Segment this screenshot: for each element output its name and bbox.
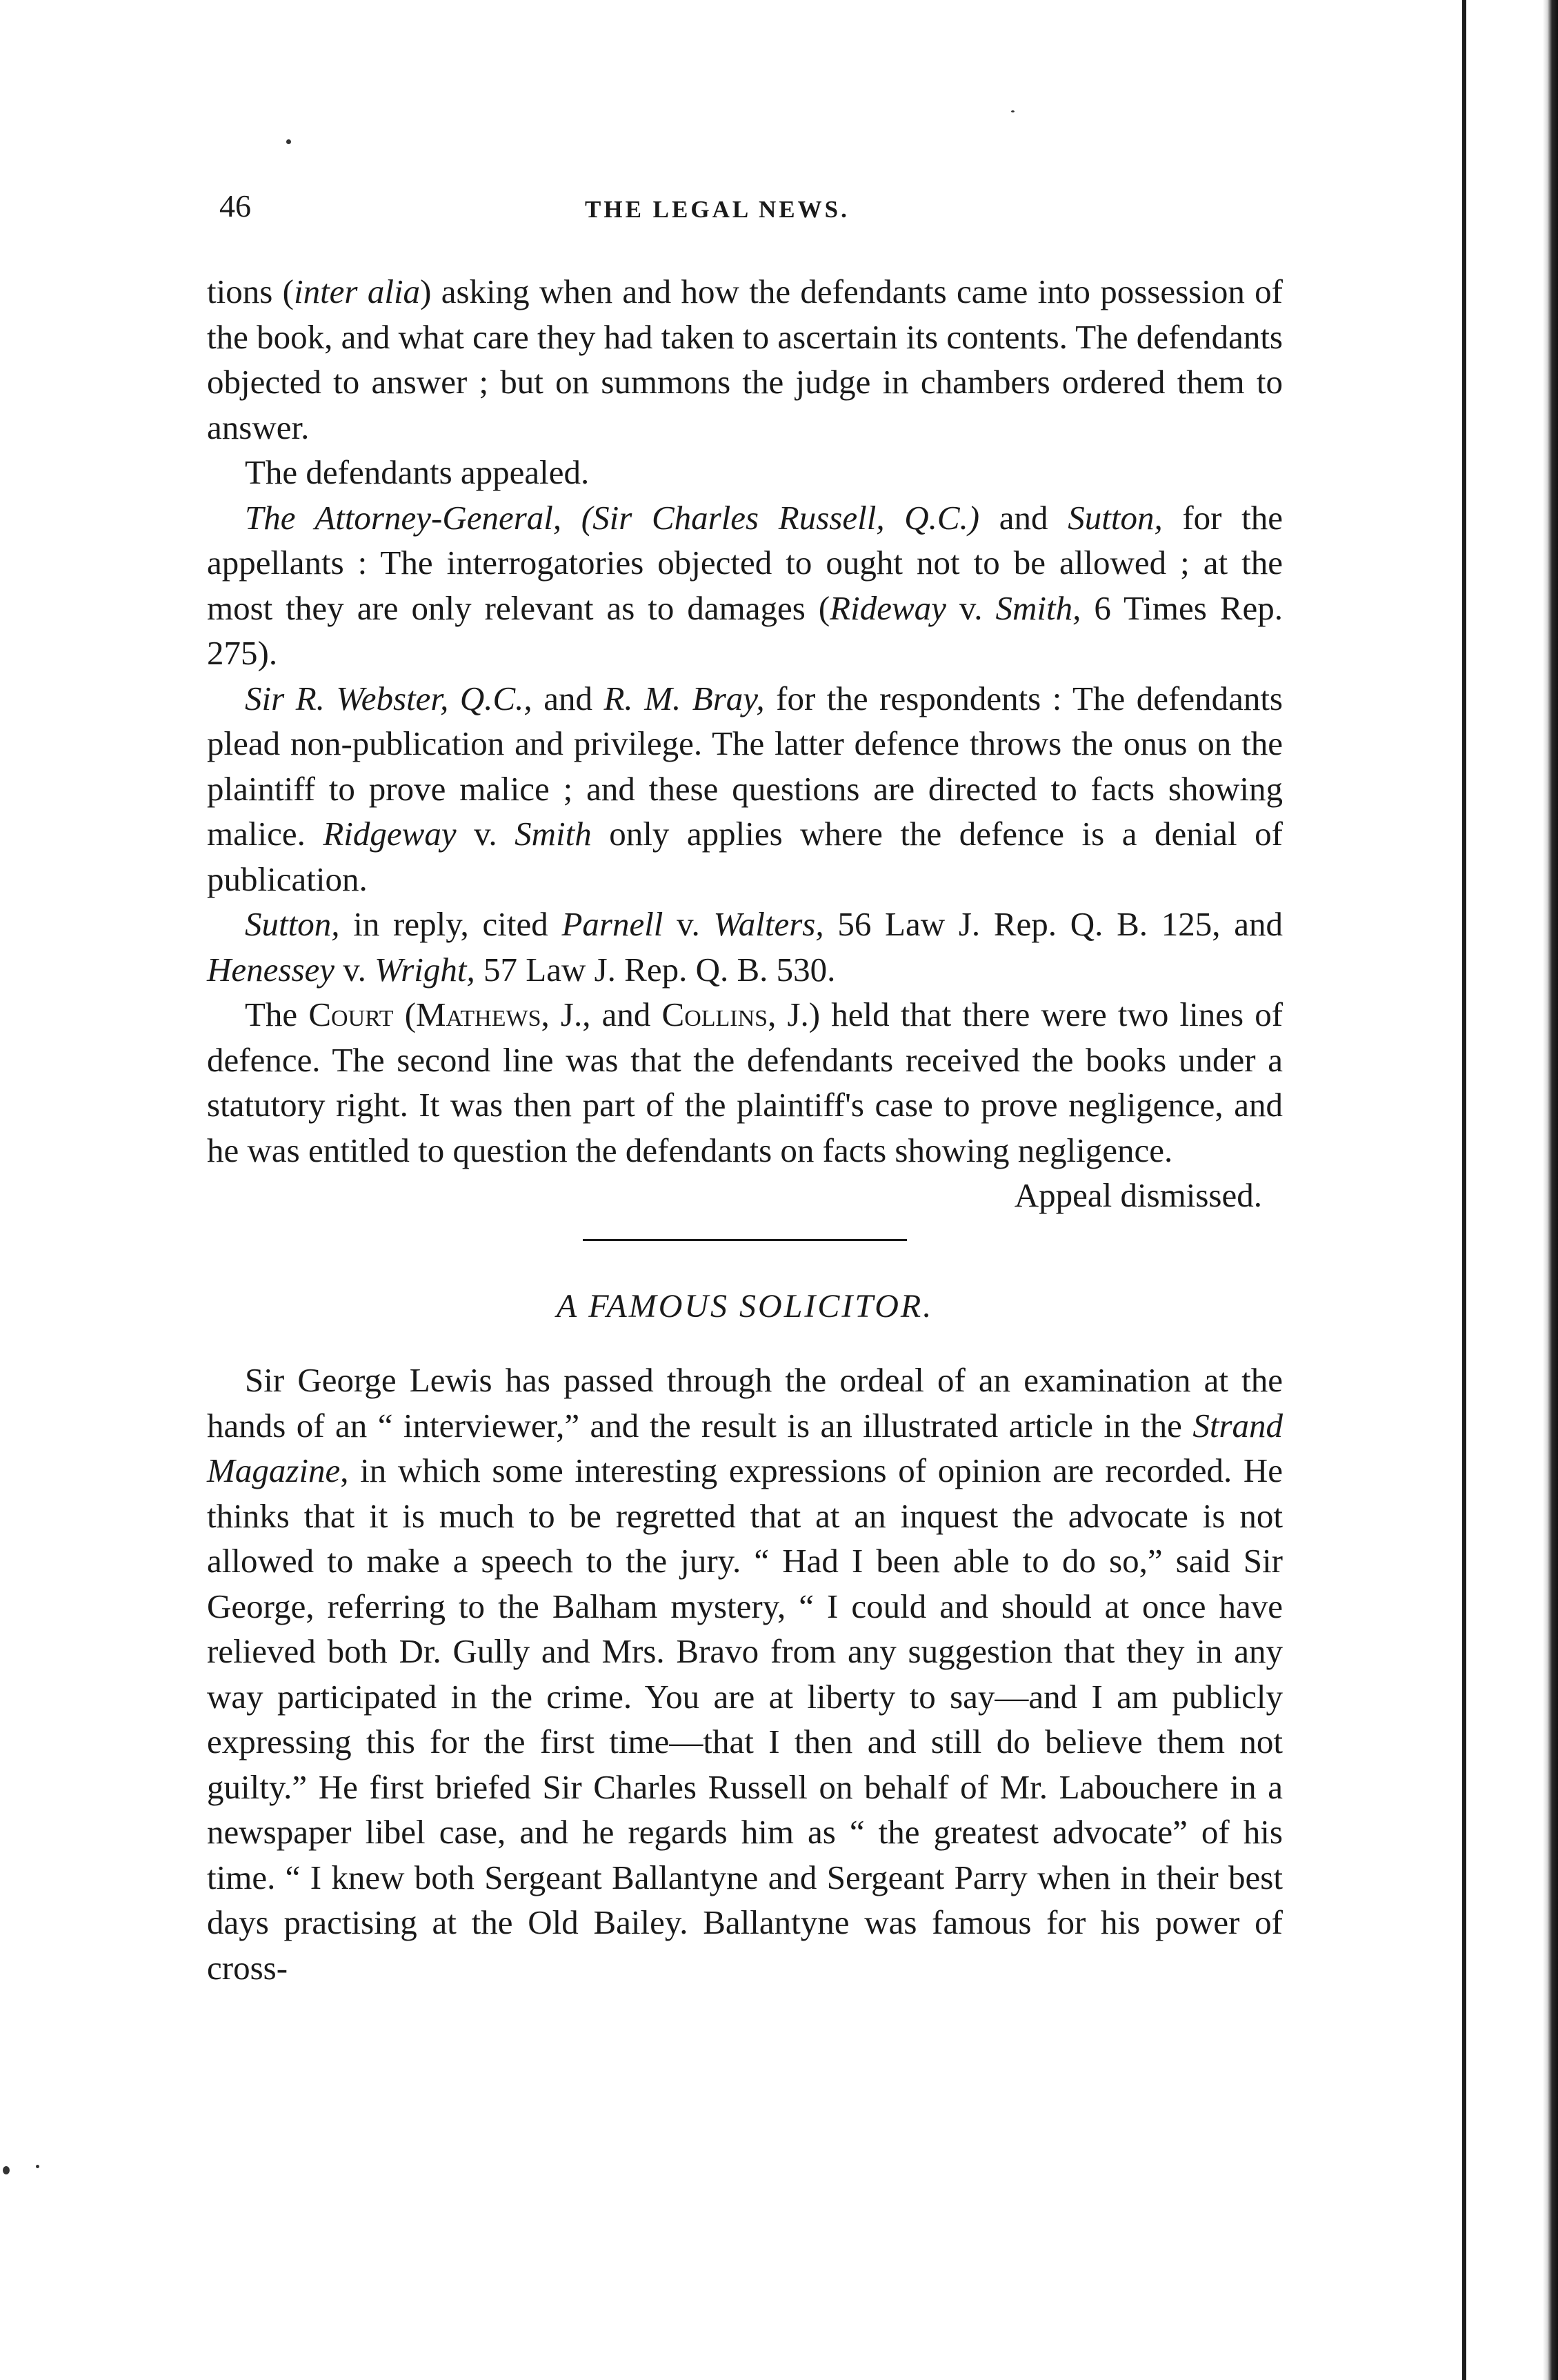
article-title: A FAMOUS SOLICITOR. [556, 1287, 934, 1325]
ink-speck [286, 139, 291, 144]
case-paragraph-appeal: The defendants appealed. [245, 453, 590, 491]
case-paragraph-judgment: The Court (Mathews, J., and Collins, J.) held that there were two lines of defence. The second line was that the defendants received the books under a statutory right. It was then part of the plaintiff's case to prove negligence, and he was entitled to question the defendants on facts showing negligence. [207, 995, 1284, 1169]
ink-speck [36, 2165, 39, 2168]
ink-speck [1011, 110, 1015, 112]
article-body: Sir George Lewis has passed through the ordeal of an examination at the hands of an “ interviewer,” and the result is an illustrated article in the Strand Magazine, in which some interesting expressions of opinion are recorded. He thinks that it is much to be regretted that at an inquest the advocate is not allowed to make a speech to the jury. “ Had I been able to do so,” said Sir George, referring to the Balham mystery, “ I could and should at once have relieved both Dr. Gully and Mrs. Bravo from any suggestion that they in any way participated in the crime. You are at liberty to say—and I am publicly expressing this for the first time—that I then and still do believe them not guilty.” He first briefed Sir Charles Russell on behalf of Mr. Labouchere in a newspaper libel case, and he regards him as “ the greatest advocate” of his time. “ I knew both Sergeant Ballantyne and Sergeant Parry when in their best days practising at the Old Bailey. Ballantyne was famous for his power of cross- [207, 1361, 1283, 1987]
case-paragraph-appellants: The Attorney-General, (Sir Charles Russell, Q.C.) and Sutton, for the appellants : The interrogatories objected to ought not to be allowed ; at the most they are only relevant as to damages (Rideway v. Smith, 6 Times Rep. 275). [207, 498, 1284, 672]
text-column [207, 269, 1283, 1990]
ink-speck [3, 2166, 10, 2174]
case-paragraph-reply: Sutton, in reply, cited Parnell v. Walters, 56 Law J. Rep. Q. B. 125, and Henessey v. Wright, 57 Law J. Rep. Q. B. 530. [207, 905, 1283, 989]
page-edge-shadow [1543, 0, 1558, 2380]
binding-rule [1462, 0, 1466, 2380]
section-divider [583, 1239, 907, 1241]
case-paragraph-interrogatories: tions (inter alia) asking when and how the defendants came into possession of the book, and what care they had taken to ascertain its contents. The defendants objected to answer ; but on summons the judge in chambers ordered them to answer. [207, 272, 1283, 446]
page-number: 46 [219, 188, 251, 224]
case-outcome: Appeal dismissed. [1014, 1176, 1262, 1214]
journal-title: THE LEGAL NEWS. [585, 196, 850, 223]
running-head [219, 188, 1295, 236]
case-paragraph-respondents: Sir R. Webster, Q.C., and R. M. Bray, for the respondents : The defendants plead non-publication and privilege. The latter defence throws the onus on the plaintiff to prove malice ; and these questions are directed to facts showing malice. Ridgeway v. Smith only applies where the defence is a denial of publication. [207, 679, 1283, 898]
